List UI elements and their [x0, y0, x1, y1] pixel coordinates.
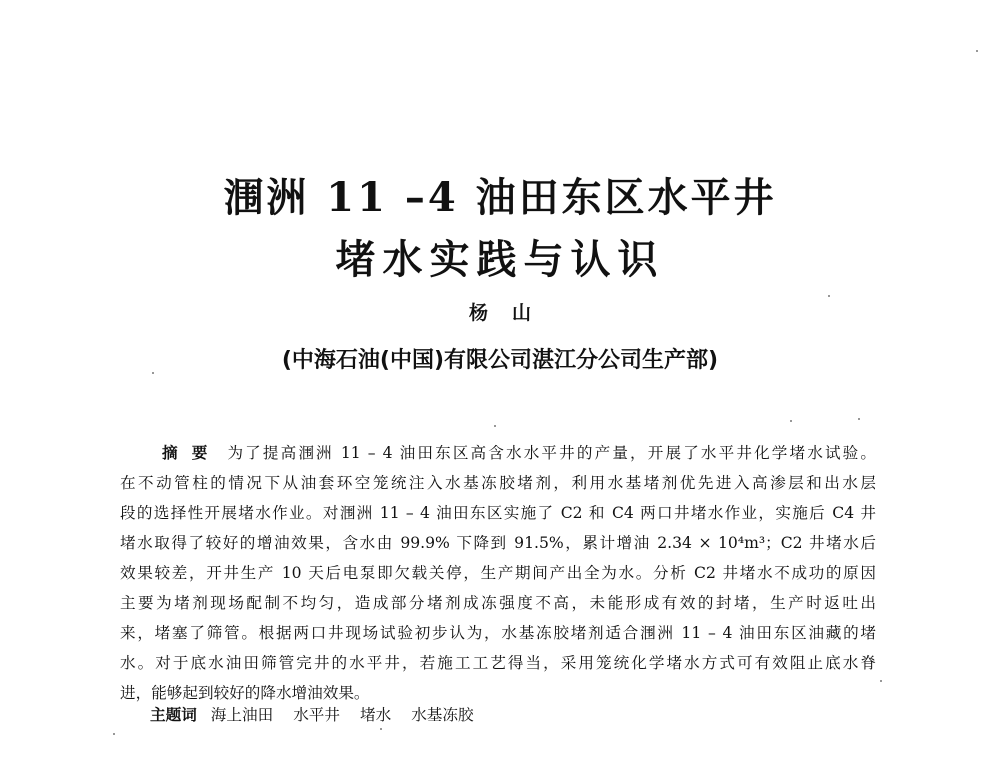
- scan-speck: [113, 733, 115, 735]
- scan-speck: [380, 728, 382, 730]
- abstract-block: [120, 438, 876, 708]
- abstract-line: 来，堵塞了筛管。根据两口井现场试验初步认为，水基冻胶堵剂适合涠洲 11 – 4 油田东区油藏的堵: [120, 624, 876, 642]
- scan-speck: [494, 425, 496, 427]
- keyword: 堵水: [359, 706, 392, 724]
- keywords-label: 主题词: [150, 706, 197, 724]
- abstract-line: 堵水取得了较好的增油效果，含水由 99.9% 下降到 91.5%，累计增油 2.34 × 10⁴m³；C2 井堵水后: [120, 534, 876, 552]
- abstract-line: 段的选择性开展堵水作业。对涠洲 11 – 4 油田东区实施了 C2 和 C4 两口井堵水作业，实施后 C4 井: [120, 504, 876, 522]
- paper-title-line-2: 堵水实践与认识: [335, 236, 665, 283]
- author-name: [0, 304, 1000, 323]
- scan-speck: [828, 295, 830, 297]
- keywords-line: [150, 700, 494, 730]
- keyword: 海上油田: [210, 706, 274, 724]
- keyword: 水平井: [293, 706, 340, 724]
- scan-speck: [152, 372, 154, 374]
- author-name-char: 山: [512, 302, 532, 324]
- scan-speck: [858, 418, 860, 420]
- abstract-line: 水。对于底水油田筛管完井的水平井，若施工工艺得当，采用笼统化学堵水方式可有效阻止底水脊: [120, 654, 876, 672]
- paper-title-line-1: 涠洲 11 –4 油田东区水平井: [223, 174, 777, 221]
- abstract-line: [120, 438, 876, 468]
- scan-speck: [976, 50, 978, 52]
- scan-speck: [790, 420, 792, 422]
- author-name-char: 杨: [468, 302, 488, 324]
- scan-speck: [880, 680, 882, 682]
- keyword: 水基冻胶: [411, 706, 474, 724]
- abstract-line: 在不动管柱的情况下从油套环空笼统注入水基冻胶堵剂，利用水基堵剂优先进入高渗层和出水层: [120, 474, 876, 492]
- abstract-line: 效果较差，开井生产 10 天后电泵即欠载关停，生产期间产出全为水。分析 C2 井堵水不成功的原因: [120, 564, 876, 582]
- author-affiliation: (中海石油(中国)有限公司湛江分公司生产部): [281, 348, 719, 373]
- abstract-line: 进，能够起到较好的降水增油效果。: [120, 684, 370, 702]
- abstract-line: 主要为堵剂现场配制不均匀，造成部分堵剂成冻强度不高，未能形成有效的封堵，生产时返吐出: [120, 594, 876, 612]
- abstract-label: 摘要: [162, 444, 222, 462]
- abstract-text: 为了提高涠洲 11 – 4 油田东区高含水水平井的产量，开展了水平井化学堵水试验。: [227, 444, 876, 462]
